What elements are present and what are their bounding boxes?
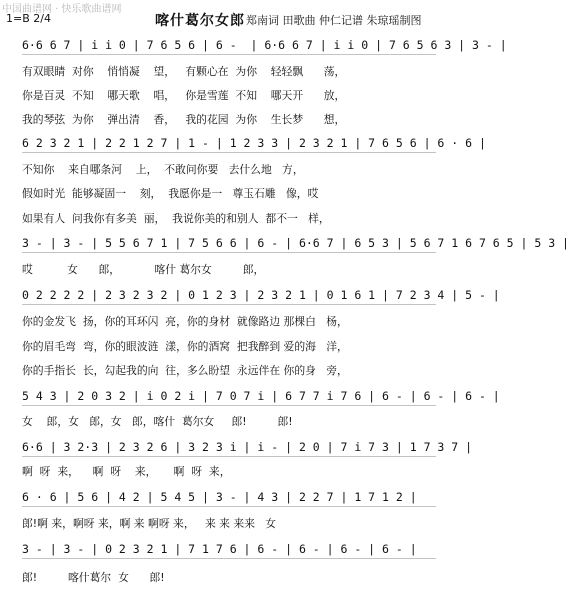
notation-line: 5 4 3 | 2 0 3 2 | i 0 2 i | 7 0 7 i | 6 7 7 i 7 6 | 6 - | 6 - | 6 - | bbox=[22, 389, 500, 403]
rhythm-beam bbox=[22, 405, 436, 406]
notation-line: 6 · 6 | 5 6 | 4 2 | 5 4 5 | 3 - | 4 3 | 2 2 7 | 1 7 1 2 | bbox=[22, 490, 417, 504]
rhythm-beam bbox=[22, 252, 436, 253]
rhythm-beam bbox=[22, 152, 436, 153]
lyric-line: 你的手指长 长，勾起我的向 往，多么盼望 永远伴在 你的身 旁， bbox=[22, 364, 348, 377]
lyric-line: 啊 呀 来， 啊 呀 来， 啊 呀 来， bbox=[22, 465, 231, 478]
notation-line: 6 2 3 2 1 | 2 2 1 2 7 | 1 - | 1 2 3 3 | 2 3 2 1 | 7 6 5 6 | 6 · 6 | bbox=[22, 136, 486, 150]
lyric-line: 你是百灵 不知 哪天歌 唱， 你是雪莲 不知 哪天开 放， bbox=[22, 89, 346, 102]
lyric-line: 如果有人 问我你有多美 丽， 我说你美的和别人 都不一 样， bbox=[22, 212, 330, 225]
lyric-line: 假如时光 能够凝固一 刻， 我愿你是一 尊玉石雕 像，哎 bbox=[22, 187, 319, 200]
lyric-line: 郎! 喀什葛尔 女 郎! bbox=[22, 571, 165, 584]
notation-line: 6·6 | 3 2·3 | 2 3 2 6 | 3 2 3 i | i - | 2 0 | 7 i 7 3 | 1 7 3 7 | bbox=[22, 440, 473, 454]
notation-line: 0 2 2 2 2 | 2 3 2 3 2 | 0 1 2 3 | 2 3 2 1 | 0 1 6 1 | 7 2 3 4 | 5 - | bbox=[22, 288, 500, 302]
key-signature: 1=B 2/4 bbox=[6, 12, 51, 25]
lyric-line: 郎!啊 来，啊呀 来，啊 来 啊呀 来， 来 来 来来 女 bbox=[22, 517, 277, 530]
rhythm-beam bbox=[22, 506, 436, 507]
song-title: 喀什葛尔女郎 bbox=[155, 13, 245, 29]
rhythm-beam bbox=[22, 54, 436, 55]
lyric-line: 哎 女 郎， 喀什 葛尔女 郎， bbox=[22, 263, 265, 276]
lyric-line: 我的琴弦 为你 弹出清 香， 我的花园 为你 生长梦 想， bbox=[22, 113, 346, 126]
notation-line: 3 - | 3 - | 5 5 6 7 1 | 7 5 6 6 | 6 - | 6·6 7 | 6 5 3 | 5 6 7 1 6 7 6 5 | 5 3 | bbox=[22, 236, 569, 250]
rhythm-beam bbox=[22, 558, 436, 559]
lyric-line: 女 郎，女 郎，女 郎，喀什 葛尔女 郎! 郎! bbox=[22, 415, 293, 428]
lyric-line: 你的金发飞 扬，你的耳环闪 亮，你的身材 就像路边 那棵白 杨， bbox=[22, 315, 348, 328]
rhythm-beam bbox=[22, 304, 436, 305]
lyric-line: 有双眼睛 对你 悄悄凝 望， 有颗心在 为你 轻轻飘 荡， bbox=[22, 65, 346, 78]
watermark: 中国曲谱网 · 快乐歌曲谱网 bbox=[2, 4, 122, 15]
lyric-line: 你的眉毛弯 弯，你的眼波涟 漾，你的酒窝 把我醉到 爱的海 洋， bbox=[22, 340, 348, 353]
lyric-line: 不知你 来自哪条河 上， 不敢问你要 去什么地 方， bbox=[22, 163, 304, 176]
notation-line: 3 - | 3 - | 0 2 3 2 1 | 7 1 7 6 | 6 - | 6 - | 6 - | 6 - | bbox=[22, 542, 417, 556]
rhythm-beam bbox=[22, 456, 436, 457]
credits: 郑南词 田歌曲 仲仁记谱 朱琼瑶制图 bbox=[246, 14, 422, 27]
notation-line: 6·6 6 7 | i i 0 | 7 6 5 6 | 6 - | 6·6 6 7 | i i 0 | 7 6 5 6 3 | 3 - | bbox=[22, 38, 507, 52]
